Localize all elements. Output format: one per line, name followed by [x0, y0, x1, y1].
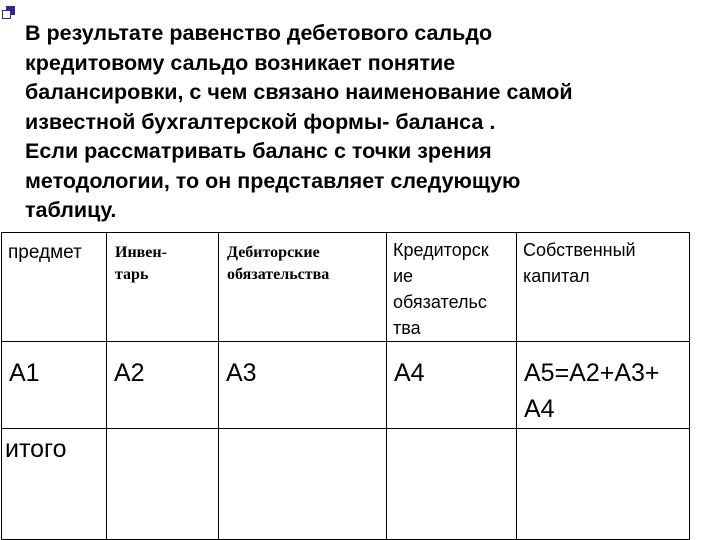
paragraph-line: методологии, то он представляет следующую — [25, 168, 521, 193]
header-receivables-line2: обязательства — [227, 266, 330, 283]
header-receivables-label — [219, 233, 386, 286]
header-cell-receivables — [219, 233, 387, 342]
cell-total-empty — [219, 429, 387, 540]
header-cell-subject — [2, 233, 107, 342]
cell-total-empty — [517, 429, 690, 540]
paragraph-line: В результате равенство дебетового сальдо — [25, 21, 493, 45]
header-inventory-label — [107, 233, 218, 286]
header-receivables-line1: Дебиторские — [227, 244, 320, 261]
cell-total-empty — [387, 429, 517, 540]
header-inventory-line2: тарь — [115, 266, 149, 283]
bullet-square-icon — [2, 6, 16, 20]
cell-a3 — [219, 342, 387, 429]
cell-a4 — [387, 342, 517, 429]
header-inventory-line1: Инвен- — [115, 244, 167, 261]
table-header-row — [2, 233, 690, 342]
paragraph-line: известной бухгалтерской формы- баланса . — [25, 109, 496, 134]
paragraph-line: балансировки, с чем связано наименование самой — [25, 80, 573, 104]
total-label: итого — [5, 435, 67, 463]
intro-paragraph — [25, 19, 705, 226]
value-a4: А4 — [394, 359, 425, 387]
cell-total-label — [2, 429, 107, 540]
value-a3: А3 — [226, 359, 257, 387]
header-cell-payables — [387, 233, 517, 342]
paragraph-line: кредитовому сальдо возникает понятие — [25, 50, 456, 75]
bullet-front-square — [2, 10, 11, 19]
header-cell-inventory — [107, 233, 219, 342]
table-row — [2, 342, 690, 429]
balance-table — [1, 232, 690, 540]
cell-a2 — [107, 342, 219, 429]
value-a1: А1 — [9, 359, 40, 387]
header-cell-equity — [517, 233, 690, 342]
table-total-row — [2, 429, 690, 540]
header-equity-label: Собственный капитал — [523, 240, 636, 286]
header-payables-label: Кредиторск ие обязательс тва — [393, 240, 489, 338]
cell-total-empty — [107, 429, 219, 540]
cell-a5 — [517, 342, 690, 429]
paragraph-line: Если рассматривать баланс с точки зрения — [25, 139, 492, 163]
paragraph-line: таблицу. — [25, 198, 117, 222]
header-subject-label: предмет — [8, 242, 82, 263]
cell-a1 — [2, 342, 107, 429]
value-a5-formula: А5=А2+А3+ А4 — [524, 359, 660, 423]
value-a2: А2 — [114, 359, 145, 387]
